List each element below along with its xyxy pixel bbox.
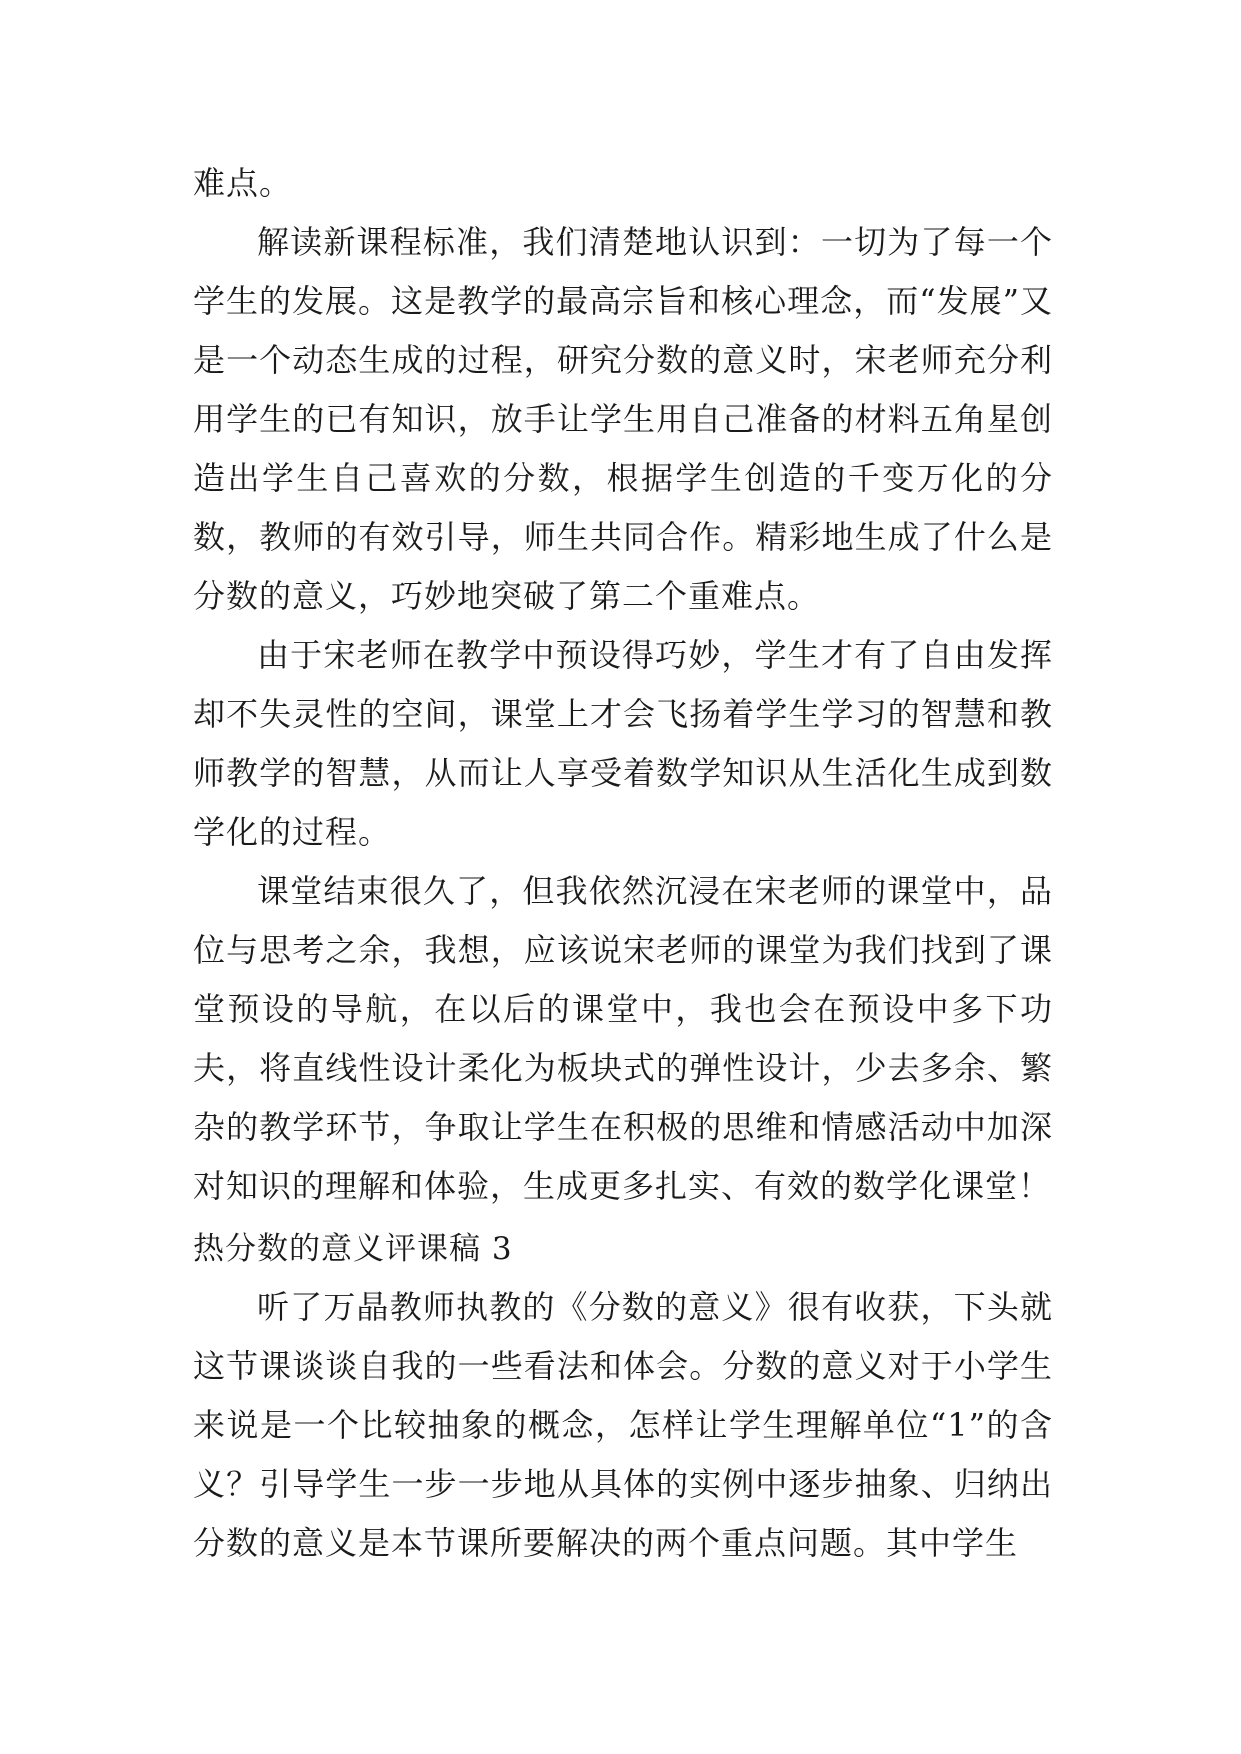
paragraph-clever-presetting: 由于宋老师在教学中预设得巧妙，学生才有了自由发挥却不失灵性的空间，课堂上才会飞扬着学生学习的智慧和教师教学的智慧，从而让人享受着数学知识从生活化生成到数学化的过程。	[193, 636, 1053, 851]
paragraph-wanjing-lesson: 听了万晶教师执教的《分数的意义》很有收获，下头就这节课谈谈自我的一些看法和体会。分数的意义对于小学生来说是一个比较抽象的概念，怎样让学生理解单位“1”的含义？引导学生一步一步地从具体的实例中逐步抽象、归纳出分数的意义是本节课所要解决的两个重点问题。其中学生	[193, 1288, 1053, 1562]
section-heading: 热分数的意义评课稿 3	[193, 1231, 513, 1267]
paragraph-continuation: 难点。	[193, 164, 293, 202]
paragraph-curriculum-standard: 解读新课程标准，我们清楚地认识到：一切为了每一个学生的发展。这是教学的最高宗旨和核心理念，而“发展”又是一个动态生成的过程，研究分数的意义时，宋老师充分利用学生的已有知识，放手让学生用自己准备的材料五角星创造出学生自己喜欢的分数，根据学生创造的千变万化的分数，教师的有效引导，师生共同合作。精彩地生成了什么是分数的意义，巧妙地突破了第二个重难点。	[193, 223, 1053, 615]
document-body	[193, 154, 1053, 1573]
paragraph-reflection: 课堂结束很久了，但我依然沉浸在宋老师的课堂中，品位与思考之余，我想，应该说宋老师的课堂为我们找到了课堂预设的导航，在以后的课堂中，我也会在预设中多下功夫，将直线性设计柔化为板块式的弹性设计，少去多余、繁杂的教学环节，争取让学生在积极的思维和情感活动中加深对知识的理解和体验，生成更多扎实、有效的数学化课堂！	[193, 872, 1053, 1205]
